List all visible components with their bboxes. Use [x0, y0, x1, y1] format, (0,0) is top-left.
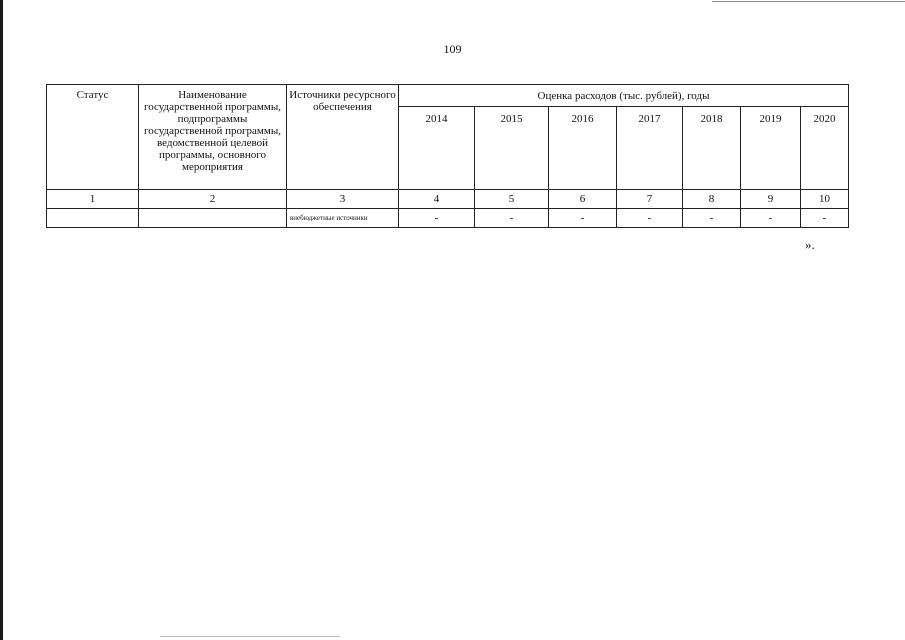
- closing-quote-mark: ».: [805, 237, 815, 252]
- cell-program-name: [139, 209, 287, 228]
- cell-value-2017: -: [617, 209, 683, 228]
- cell-funding-source: внебюджетные источники: [287, 209, 399, 228]
- column-number: 8: [683, 190, 741, 209]
- cell-value-2020: -: [801, 209, 849, 228]
- column-number: 4: [399, 190, 475, 209]
- header-year-2015: 2015: [475, 107, 549, 190]
- header-year-2014: 2014: [399, 107, 475, 190]
- page-number: 109: [443, 42, 462, 56]
- column-number: 1: [47, 190, 139, 209]
- column-number: 3: [287, 190, 399, 209]
- expenses-table: [46, 84, 849, 228]
- cell-value-2015: -: [475, 209, 549, 228]
- column-number: 7: [617, 190, 683, 209]
- column-number: 9: [741, 190, 801, 209]
- scan-top-line: [712, 1, 905, 2]
- header-program-name: Наименование государственной программы, подпрограммы государственной программы, ведомственной целевой программы, основного мероприятия: [139, 85, 287, 190]
- header-sources: Источники ресурсного обеспечения: [287, 85, 399, 190]
- column-number: 2: [139, 190, 287, 209]
- column-number: 10: [801, 190, 849, 209]
- header-year-2019: 2019: [741, 107, 801, 190]
- header-year-2017: 2017: [617, 107, 683, 190]
- cell-status: [47, 209, 139, 228]
- header-year-2018: 2018: [683, 107, 741, 190]
- header-expenses-estimate: Оценка расходов (тыс. рублей), годы: [399, 85, 849, 107]
- column-numbering-row: [47, 190, 849, 209]
- column-number: 6: [549, 190, 617, 209]
- scan-left-edge: [0, 0, 3, 640]
- cell-value-2014: -: [399, 209, 475, 228]
- cell-value-2016: -: [549, 209, 617, 228]
- cell-value-2019: -: [741, 209, 801, 228]
- header-status: Статус: [47, 85, 139, 190]
- header-year-2016: 2016: [549, 107, 617, 190]
- header-year-2020: 2020: [801, 107, 849, 190]
- column-number: 5: [475, 190, 549, 209]
- table-row: [47, 209, 849, 228]
- scan-bottom-line: [160, 636, 340, 637]
- cell-value-2018: -: [683, 209, 741, 228]
